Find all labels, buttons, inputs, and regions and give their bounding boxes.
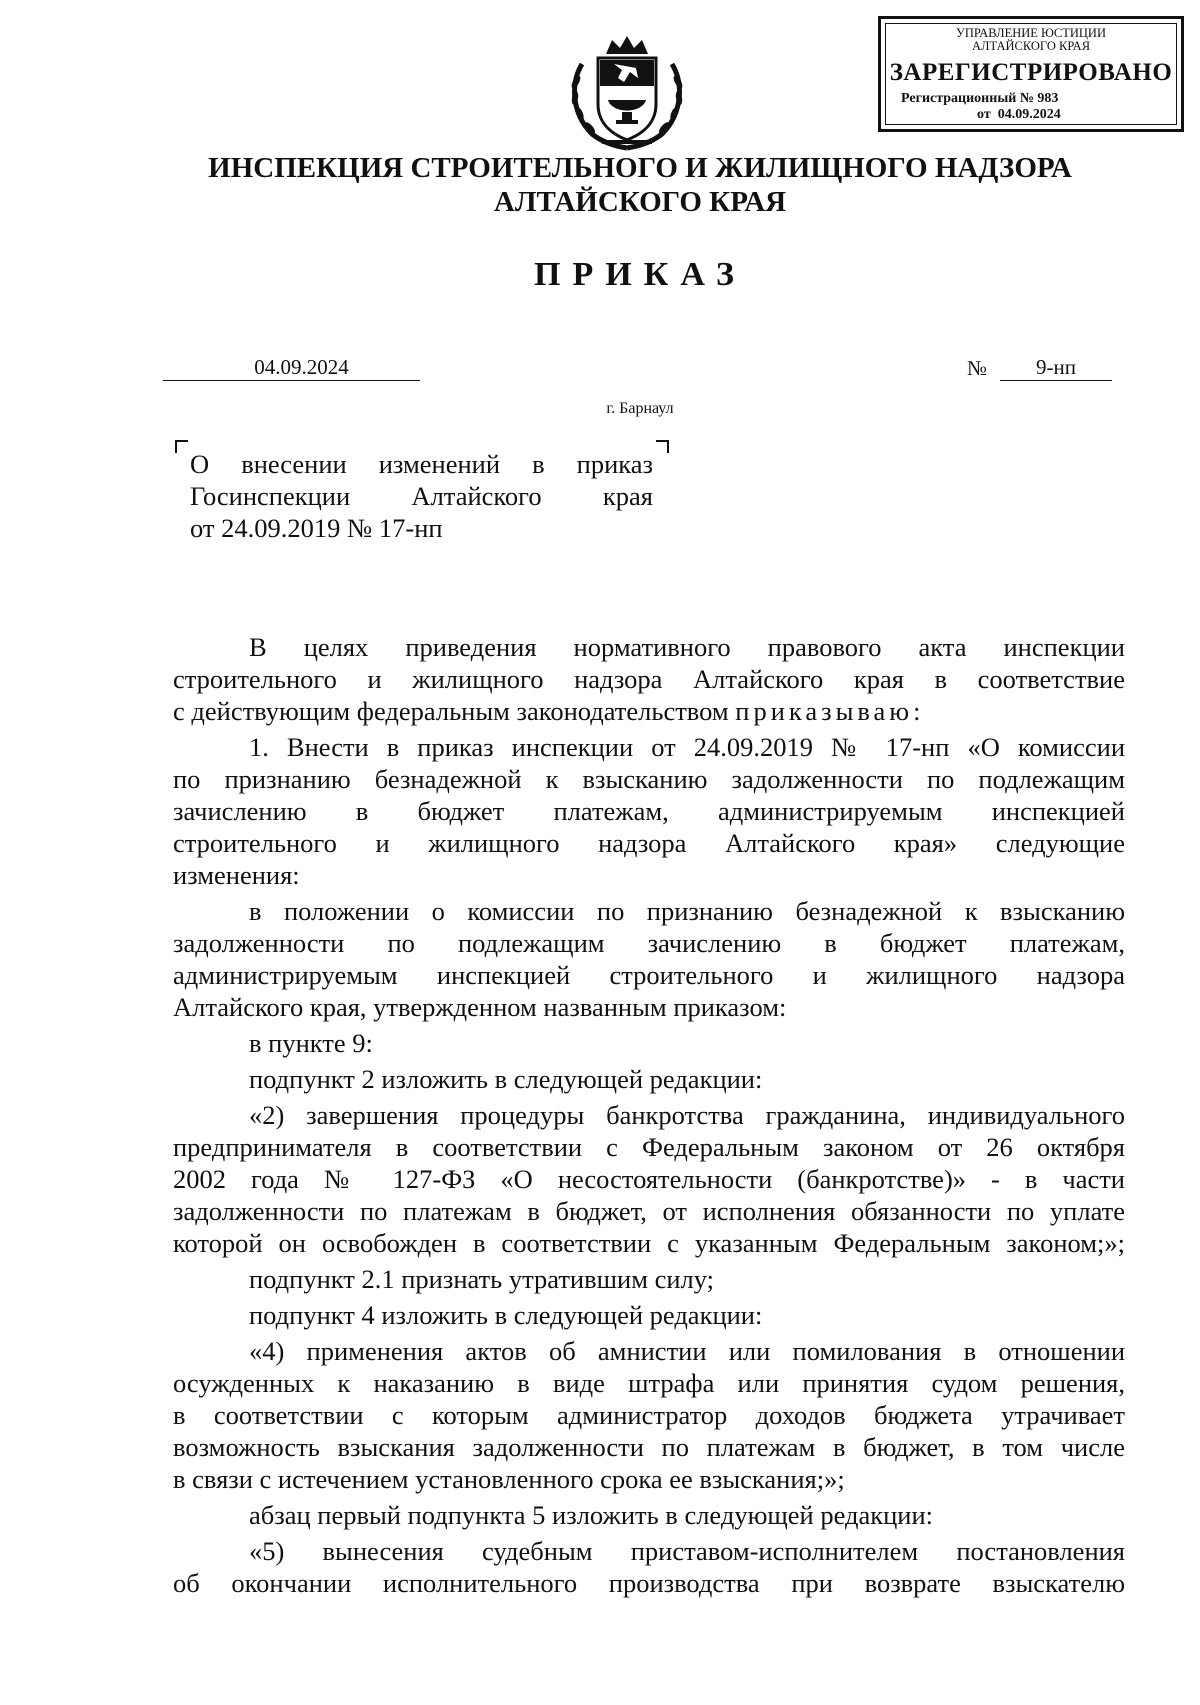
body-line: зачислению в бюджет платежам, администрируемым инспекцией bbox=[173, 796, 1125, 826]
body-line: подпункт 2 изложить в следующей редакции: bbox=[249, 1064, 763, 1094]
body-line: «5) вынесения судебным приставом-исполнителем постановления bbox=[249, 1536, 1125, 1566]
body-line: возможность взыскания задолженности по платежам в бюджет, в том числе bbox=[173, 1432, 1125, 1462]
body-line: подпункт 4 изложить в следующей редакции: bbox=[249, 1300, 763, 1330]
stamp-reg-date: от 04.09.2024 bbox=[977, 107, 1061, 122]
body-line: администрируемым инспекцией строительного и жилищного надзора bbox=[173, 960, 1125, 990]
body-line: об окончании исполнительного производства при возврате взыскателю bbox=[173, 1568, 1125, 1598]
stamp-status: ЗАРЕГИСТРИРОВАНО bbox=[889, 59, 1173, 86]
body-line: в пункте 9: bbox=[249, 1028, 373, 1058]
body-line: подпункт 2.1 признать утратившим силу; bbox=[249, 1264, 715, 1294]
body-line: в положении о комиссии по признанию безнадежной к взысканию bbox=[249, 896, 1125, 926]
body-line: которой он освобожден в соответствии с указанным Федеральным законом;»; bbox=[173, 1228, 1125, 1258]
body-line: задолженности по подлежащим зачислению в бюджет платежам, bbox=[173, 928, 1125, 958]
body-line: в соответствии с которым администратор доходов бюджета утрачивает bbox=[173, 1400, 1125, 1430]
document-type: ПРИКАЗ bbox=[534, 256, 746, 293]
order-date: 04.09.2024 bbox=[163, 355, 420, 381]
subject-line2: Госинспекции Алтайского края bbox=[190, 481, 653, 511]
body-line: «2) завершения процедуры банкротства гражданина, индивидуального bbox=[249, 1100, 1125, 1130]
org-title-line2: АЛТАЙСКОГО КРАЯ bbox=[493, 186, 787, 218]
number-sign: № bbox=[967, 356, 988, 380]
body-line: строительного и жилищного надзора Алтайского края в соответствие bbox=[173, 664, 1125, 694]
body-line: 1. Внести в приказ инспекции от 24.09.2019 № 17-нп «О комиссии bbox=[249, 732, 1125, 762]
body-text: с действующим федеральным законодательством bbox=[173, 696, 729, 726]
body-line: в связи с истечением установленного срока ее взыскания;»; bbox=[173, 1464, 845, 1494]
subject-line3: от 24.09.2019 № 17-нп bbox=[190, 513, 443, 543]
body-line: «4) применения актов об амнистии или помилования в отношении bbox=[249, 1336, 1125, 1366]
stamp-dept-line2: АЛТАЙСКОГО КРАЯ bbox=[971, 39, 1091, 53]
altai-krai-coat-of-arms-icon bbox=[562, 34, 692, 154]
body-line: предпринимателя в соответствии с Федеральным законом от 26 октября bbox=[173, 1132, 1125, 1162]
org-title-line1: ИНСПЕКЦИЯ СТРОИТЕЛЬНОГО И ЖИЛИЩНОГО НАДЗОРА bbox=[208, 152, 1072, 184]
body-line: Алтайского края, утвержденном названным приказом: bbox=[173, 992, 787, 1022]
order-number: 9-нп bbox=[1000, 355, 1112, 381]
subject-corner-left bbox=[175, 440, 188, 453]
subject-line1: О внесении изменений в приказ bbox=[190, 449, 653, 479]
body-line: В целях приведения нормативного правового акта инспекции bbox=[249, 632, 1125, 662]
body-line: осужденных к наказанию в виде штрафа или принятия судом решения, bbox=[173, 1368, 1125, 1398]
body-line bbox=[173, 695, 1125, 727]
body-text-spaced: приказываю bbox=[735, 696, 914, 726]
body-line: абзац первый подпункта 5 изложить в следующей редакции: bbox=[249, 1500, 934, 1530]
city: г. Барнаул bbox=[606, 400, 674, 417]
body-line: изменения: bbox=[173, 860, 300, 890]
stamp-dept-line1: УПРАВЛЕНИЕ ЮСТИЦИИ bbox=[956, 26, 1106, 40]
body-text: : bbox=[913, 696, 921, 726]
stamp-reg-number: Регистрационный № 983 bbox=[901, 91, 1059, 106]
body-line: 2002 года № 127-ФЗ «О несостоятельности (банкротстве)» - в части bbox=[173, 1164, 1125, 1194]
body-line: по признанию безнадежной к взысканию задолженности по подлежащим bbox=[173, 764, 1125, 794]
subject-corner-right bbox=[656, 440, 669, 453]
body-line: строительного и жилищного надзора Алтайского края» следующие bbox=[173, 828, 1125, 858]
body-line: задолженности по платежам в бюджет, от исполнения обязанности по уплате bbox=[173, 1196, 1125, 1226]
registration-stamp bbox=[878, 16, 1184, 132]
